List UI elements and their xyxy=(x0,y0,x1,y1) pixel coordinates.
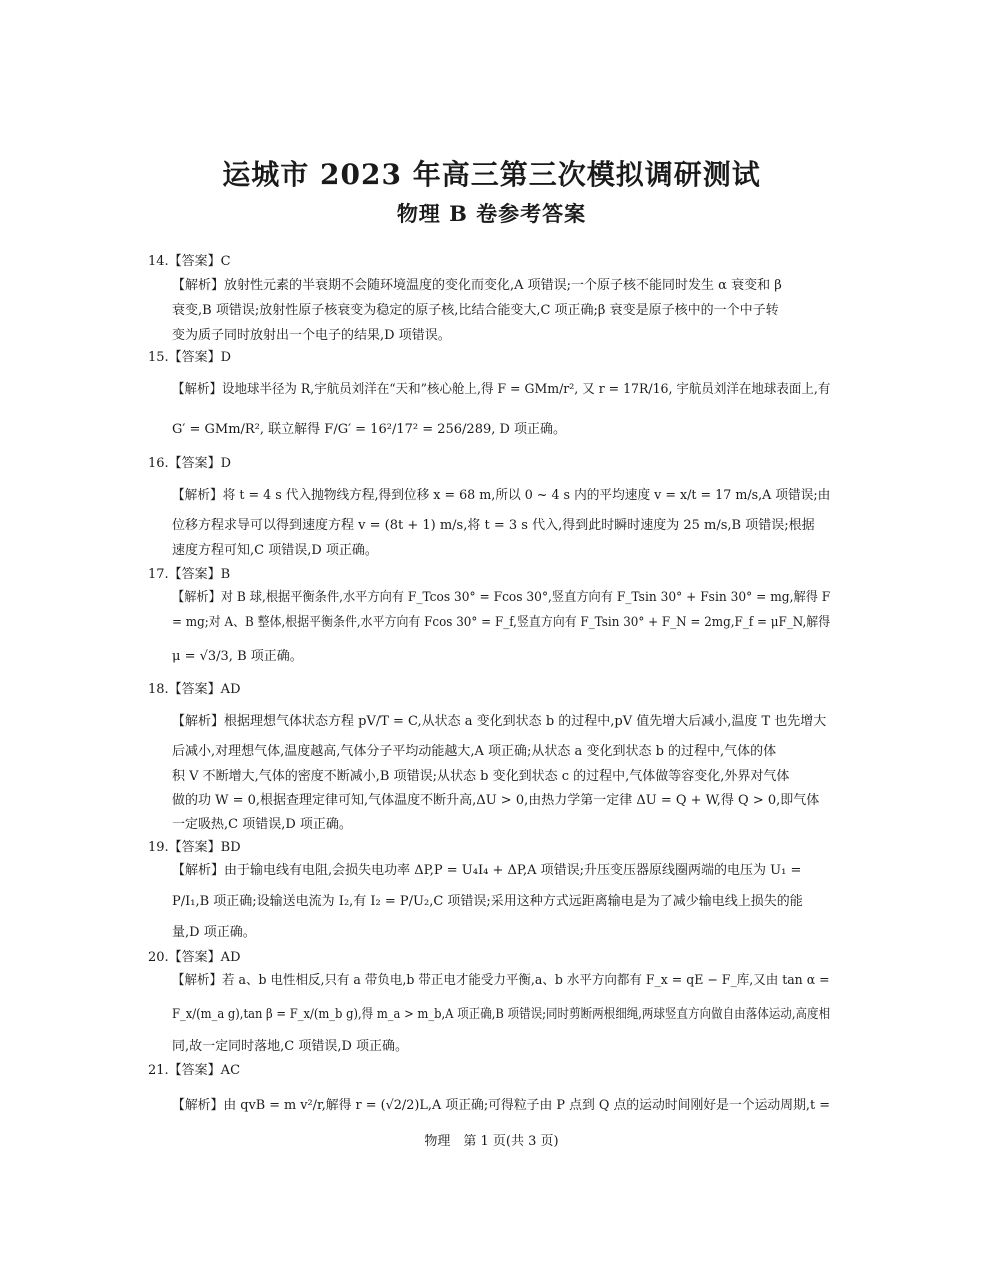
explain-19-line-3: 量,D 项正确。 xyxy=(172,925,256,940)
explain-17-line-3: μ = √3/3, B 项正确。 xyxy=(172,649,303,664)
explain-18-line-3: 积 V 不断增大,气体的密度不断减小,B 项错误;从状态 b 变化到状态 c 的过程中,气体做等容变化,外界对气体 xyxy=(172,769,790,784)
explain-19-line-2: P/I₁,B 项正确;设输送电流为 I₂,有 I₂ = P/U₂,C 项错误;采用这种方式远距离输电是为了减少输电线上损失的能 xyxy=(172,894,803,909)
page-subtitle: 物理 B 卷参考答案 xyxy=(396,201,587,226)
answer-18: 18.【答案】AD xyxy=(148,682,241,697)
explain-19-line-1: 【解析】由于输电线有电阻,会损失电功率 ΔP,P = U₄I₄ + ΔP,A 项错误;升压变压器原线圈两端的电压为 U₁ = xyxy=(172,863,802,878)
explain-18-line-1: 【解析】根据理想气体状态方程 pV/T = C,从状态 a 变化到状态 b 的过程中,pV 值先增大后减小,温度 T 也先增大 xyxy=(172,714,827,729)
explain-18-line-2: 后减小,对理想气体,温度越高,气体分子平均动能越大,A 项正确;从状态 a 变化到状态 b 的过程中,气体的体 xyxy=(172,744,777,759)
explain-16-line-2: 位移方程求导可以得到速度方程 v = (8t + 1) m/s,将 t = 3 s 代入,得到此时瞬时速度为 25 m/s,B 项错误;根据 xyxy=(172,518,815,533)
explain-15-line-2: G′ = GMm/R², 联立解得 F/G′ = 16²/17² = 256/289, D 项正确。 xyxy=(172,422,567,437)
explain-15-line-1: 【解析】设地球半径为 R,宇航员刘洋在“天和”核心舱上,得 F = GMm/r², 又 r = 17R/16, 宇航员刘洋在地球表面上,有 xyxy=(172,382,831,397)
answer-17: 17.【答案】B xyxy=(148,567,231,582)
explain-17-line-1: 【解析】对 B 球,根据平衡条件,水平方向有 F_Tcos 30° = Fcos 30°,竖直方向有 F_Tsin 30° + Fsin 30° = mg,解得 F xyxy=(172,590,831,605)
explain-14-line-3: 变为质子同时放射出一个电子的结果,D 项错误。 xyxy=(172,328,451,343)
answer-20: 20.【答案】AD xyxy=(148,950,241,965)
explain-21-line-1: 【解析】由 qvB = m v²/r,解得 r = (√2/2)L,A 项正确;可得粒子由 P 点到 Q 点的运动时间刚好是一个运动周期,t = xyxy=(172,1098,831,1113)
answer-21: 21.【答案】AC xyxy=(148,1063,241,1078)
explain-14-line-1: 【解析】放射性元素的半衰期不会随环境温度的变化而变化,A 项错误;一个原子核不能同时发生 α 衰变和 β xyxy=(172,278,782,293)
page-title: 运城市 2023 年高三第三次模拟调研测试 xyxy=(222,158,761,191)
answer-19: 19.【答案】BD xyxy=(148,840,241,855)
explain-16-line-3: 速度方程可知,C 项错误,D 项正确。 xyxy=(172,543,378,558)
explain-16-line-1: 【解析】将 t = 4 s 代入抛物线方程,得到位移 x = 68 m,所以 0 ~ 4 s 内的平均速度 v = x/t = 17 m/s,A 项错误;由 xyxy=(172,488,831,503)
explain-17-line-2: = mg;对 A、B 整体,根据平衡条件,水平方向有 Fcos 30° = F_f,竖直方向有 F_Tsin 30° + F_N = 2mg,F_f = μF_N,解得 xyxy=(172,615,831,630)
explain-20-line-1: 【解析】若 a、b 电性相反,只有 a 带负电,b 带正电才能受力平衡,a、b 水平方向都有 F_x = qE − F_库,又由 tan α = xyxy=(172,973,830,988)
answer-14: 14.【答案】C xyxy=(148,254,231,269)
explain-20-line-3: 同,故一定同时落地,C 项错误,D 项正确。 xyxy=(172,1039,409,1054)
page-footer: 物理 第 1 页(共 3 页) xyxy=(424,1134,559,1149)
explain-18-line-4: 做的功 W = 0,根据查理定律可知,气体温度不断升高,ΔU > 0,由热力学第一定律 ΔU = Q + W,得 Q > 0,即气体 xyxy=(172,793,820,808)
answer-15: 15.【答案】D xyxy=(148,350,232,365)
explain-18-line-5: 一定吸热,C 项错误,D 项正确。 xyxy=(172,817,352,832)
answer-16: 16.【答案】D xyxy=(148,456,232,471)
explain-14-line-2: 衰变,B 项错误;放射性原子核衰变为稳定的原子核,比结合能变大,C 项正确;β 衰变是原子核中的一个中子转 xyxy=(172,303,779,318)
explain-20-line-2: F_x/(m_a g),tan β = F_x/(m_b g),得 m_a > m_b,A 项正确,B 项错误;同时剪断两根细绳,两球竖直方向做自由落体运动,高度相 xyxy=(172,1007,831,1022)
